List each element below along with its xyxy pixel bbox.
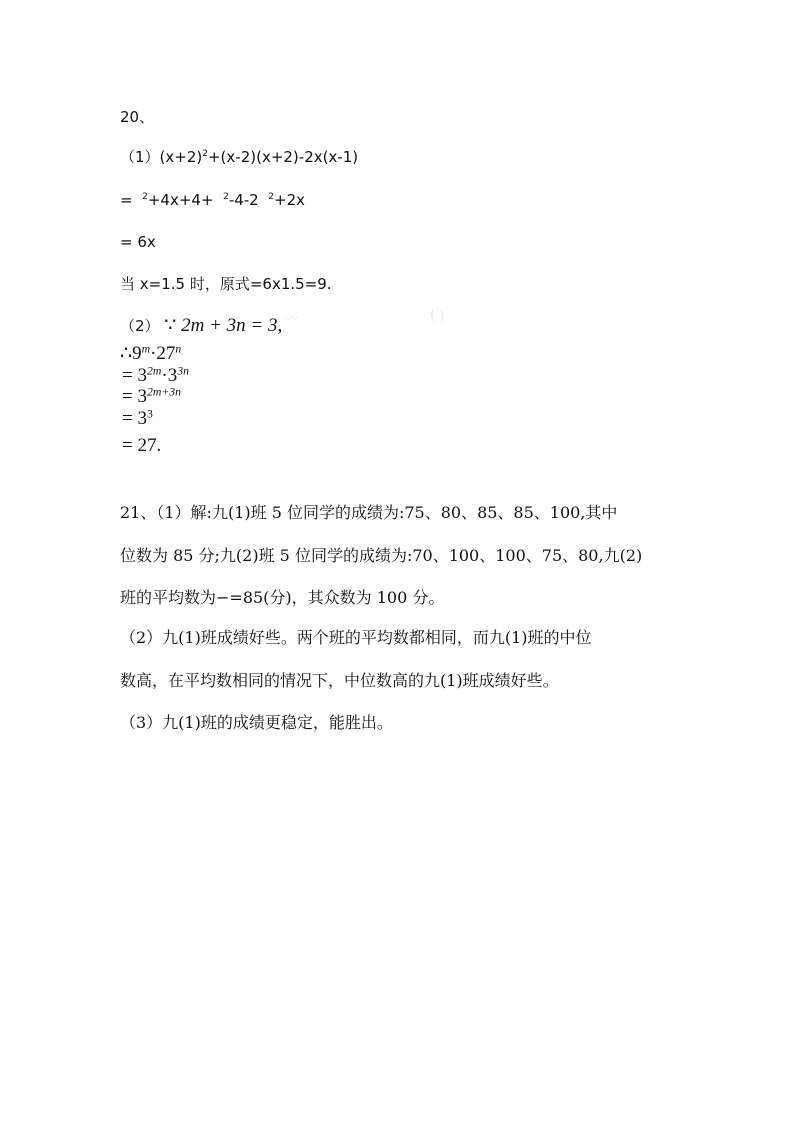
- q20-part1-step1: = $^2$+4x+4+ $^2$-4-2 $^2$+2x: [120, 191, 306, 209]
- q21-part1-line2: 位数为 85 分;九(2)班 5 位同学的成绩为:70、100、100、75、80,九(2): [120, 546, 643, 565]
- q21-part1-line1: 21、（1）解:九(1)班 5 位同学的成绩为:75、80、85、85、100,其中: [120, 503, 618, 522]
- q20-part2-line3: = $3^{2m+3n}$: [122, 385, 182, 407]
- q20-part1-step2: = 6x: [120, 233, 156, 251]
- q20-part1-expression: $(1)(x+2)^2+(x-2)(x+2)-2x(x-1)$: [120, 148, 359, 166]
- watermark: 〰: [285, 312, 299, 327]
- q20-part2-line4: = $3^3$: [122, 407, 153, 429]
- q20-part2-line2: = $3^{2m}\cdot 3^{3n}$: [122, 364, 189, 386]
- q20-part2-line1: $\therefore 9^m\cdot 27^n$: [120, 342, 182, 364]
- q21-part3-line1: （3）九(1)班的成绩更稳定，能胜出。: [120, 713, 393, 732]
- q20-part2-line5: = 27.: [122, 435, 162, 456]
- q20-part2-given: （2） ∵ 2m + 3n = 3,: [120, 315, 283, 336]
- watermark: ( ): [430, 308, 445, 323]
- q21-part2-line1: （2）九(1)班成绩好些。两个班的平均数都相同，而九(1)班的中位: [120, 628, 592, 647]
- q21-part1-line3: 班的平均数为−=85(分)，其众数为 100 分。: [120, 588, 445, 607]
- question-20-number: 20、: [120, 108, 155, 126]
- q21-part2-line2: 数高，在平均数相同的情况下，中位数高的九(1)班成绩好些。: [120, 671, 559, 690]
- q20-part1-conclusion: 当 x=1.5 时，原式=6x1.5=9.: [120, 275, 332, 293]
